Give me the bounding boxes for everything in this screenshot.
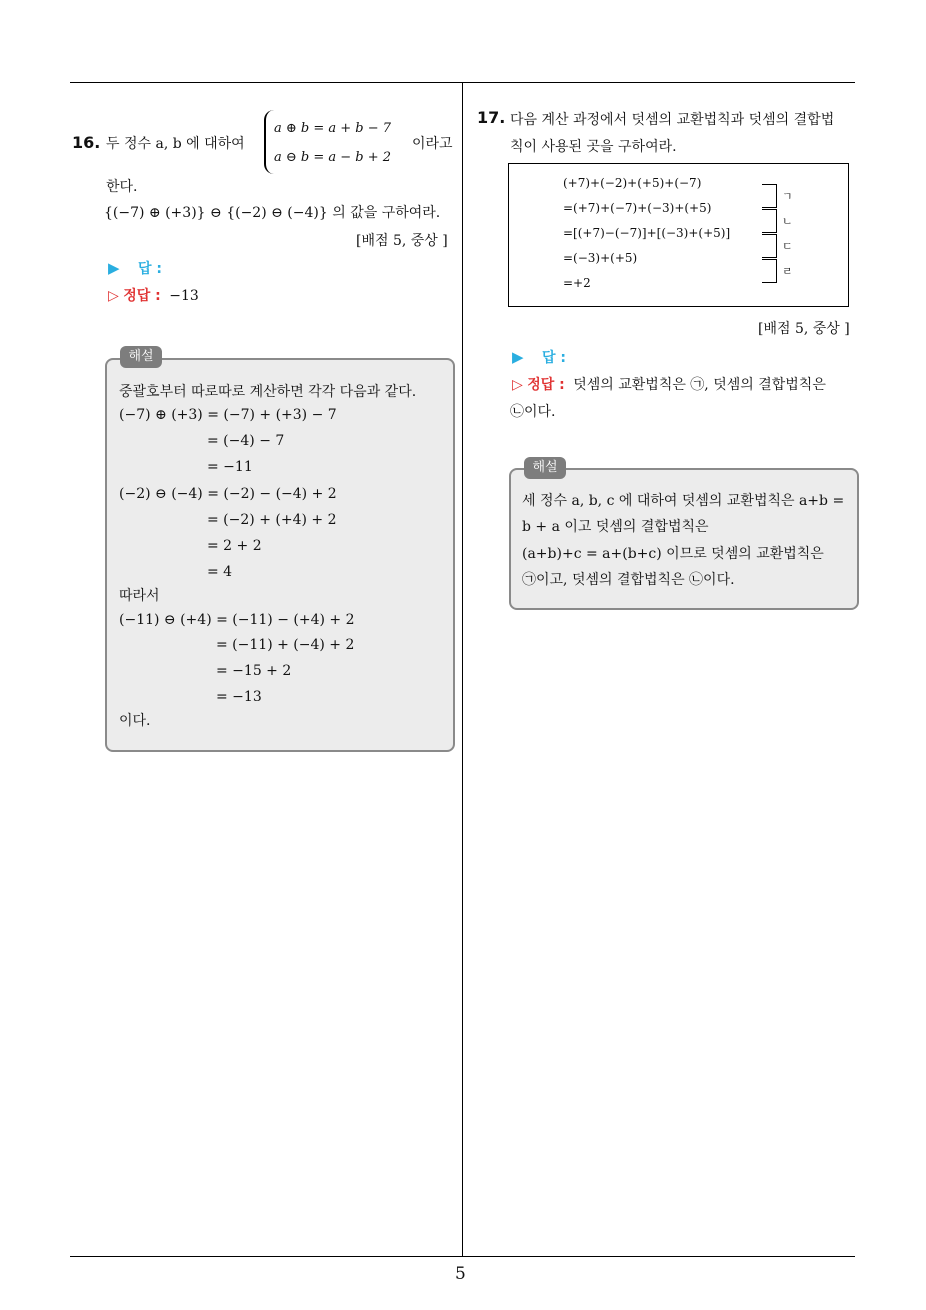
step-bracket: [762, 259, 777, 283]
definition-line-2: a ⊖ b = a − b + 2: [274, 150, 392, 165]
question-line-2: 칙이 사용된 곳을 구하여라.: [510, 139, 677, 155]
answer-arrow-icon: ▶: [512, 348, 524, 366]
correct-value-line-2: ㉡이다.: [510, 404, 556, 420]
explanation-line: (a+b)+c = a+(b+c) 이므로 덧셈의 교환법칙은: [522, 546, 824, 562]
answer-row: [108, 258, 162, 278]
step-bracket: [762, 184, 777, 208]
correct-arrow-icon: ▷: [108, 288, 119, 304]
answer-label: 답 :: [542, 350, 566, 366]
explanation-line: = −13: [216, 689, 262, 705]
explanation-line: 중괄호부터 따로따로 계산하면 각각 다음과 같다.: [119, 384, 417, 400]
calc-step: =(+7)+(−7)+(−3)+(+5): [563, 201, 712, 215]
correct-arrow-icon: ▷: [512, 377, 523, 393]
explanation-line: = −15 + 2: [216, 663, 292, 679]
question-line-2: 한다.: [106, 179, 138, 195]
correct-value-line-1: 덧셈의 교환법칙은 ㉠, 덧셈의 결합법칙은: [573, 377, 826, 393]
definition-line-1: a ⊕ b = a + b − 7: [274, 121, 392, 136]
explanation-line: (−7) ⊕ (+3) = (−7) + (+3) − 7: [119, 407, 337, 423]
explanation-line: = (−11) + (−4) + 2: [216, 637, 355, 653]
step-mark: ㄴ: [782, 215, 793, 228]
calc-step: =+2: [563, 276, 591, 290]
explanation-line: 따라서: [119, 588, 160, 604]
explanation-line: = 2 + 2: [207, 538, 262, 554]
explanation-line: ㉠이고, 덧셈의 결합법칙은 ㉡이다.: [522, 572, 735, 588]
step-bracket: [762, 234, 777, 258]
correct-label: 정답 :: [123, 288, 161, 304]
step-mark: ㄷ: [782, 240, 793, 253]
page-number: 5: [455, 1264, 466, 1284]
column-divider: [462, 82, 463, 1257]
question-number: 17.: [477, 108, 506, 127]
correct-row: [108, 285, 199, 305]
answer-arrow-icon: ▶: [108, 259, 120, 277]
calc-step: =(−3)+(+5): [563, 251, 638, 265]
correct-label: 정답 :: [527, 377, 565, 393]
score-label: [배점 5, 중상 ]: [758, 321, 850, 337]
explanation-tag: 해설: [120, 346, 162, 368]
explanation-line: 이다.: [119, 713, 151, 729]
correct-value: −13: [169, 288, 199, 304]
step-bracket: [762, 209, 777, 233]
bottom-rule: [70, 1256, 855, 1257]
explanation-line: b + a 이고 덧셈의 결합법칙은: [522, 519, 709, 535]
question-line-3: {(−7) ⊕ (+3)} ⊖ {(−2) ⊖ (−4)} 의 값을 구하여라.: [104, 205, 441, 221]
question-intro: 두 정수 a, b 에 대하여: [106, 136, 245, 152]
score-label: [배점 5, 중상 ]: [356, 233, 448, 249]
explanation-line: = (−4) − 7: [207, 433, 285, 449]
question-line-1: 다음 계산 과정에서 덧셈의 교환법칙과 덧셈의 결합법: [510, 112, 835, 128]
question-suffix: 이라고: [412, 136, 453, 152]
calc-step: =[(+7)−(−7)]+[(−3)+(+5)]: [563, 226, 731, 240]
explanation-tag: 해설: [524, 457, 566, 479]
explanation-line: 세 정수 a, b, c 에 대하여 덧셈의 교환법칙은 a+b =: [522, 493, 845, 509]
step-mark: ㄹ: [782, 265, 793, 278]
step-mark: ㄱ: [782, 190, 793, 203]
question-number: 16.: [72, 133, 101, 152]
calc-step: (+7)+(−2)+(+5)+(−7): [563, 176, 702, 190]
explanation-line: = −11: [207, 459, 253, 475]
explanation-line: = 4: [207, 564, 233, 580]
explanation-line: = (−2) + (+4) + 2: [207, 512, 337, 528]
explanation-line: (−11) ⊖ (+4) = (−11) − (+4) + 2: [119, 612, 355, 628]
answer-row: [512, 347, 566, 367]
answer-label: 답 :: [138, 261, 162, 277]
correct-row: [512, 374, 826, 394]
explanation-line: (−2) ⊖ (−4) = (−2) − (−4) + 2: [119, 486, 337, 502]
